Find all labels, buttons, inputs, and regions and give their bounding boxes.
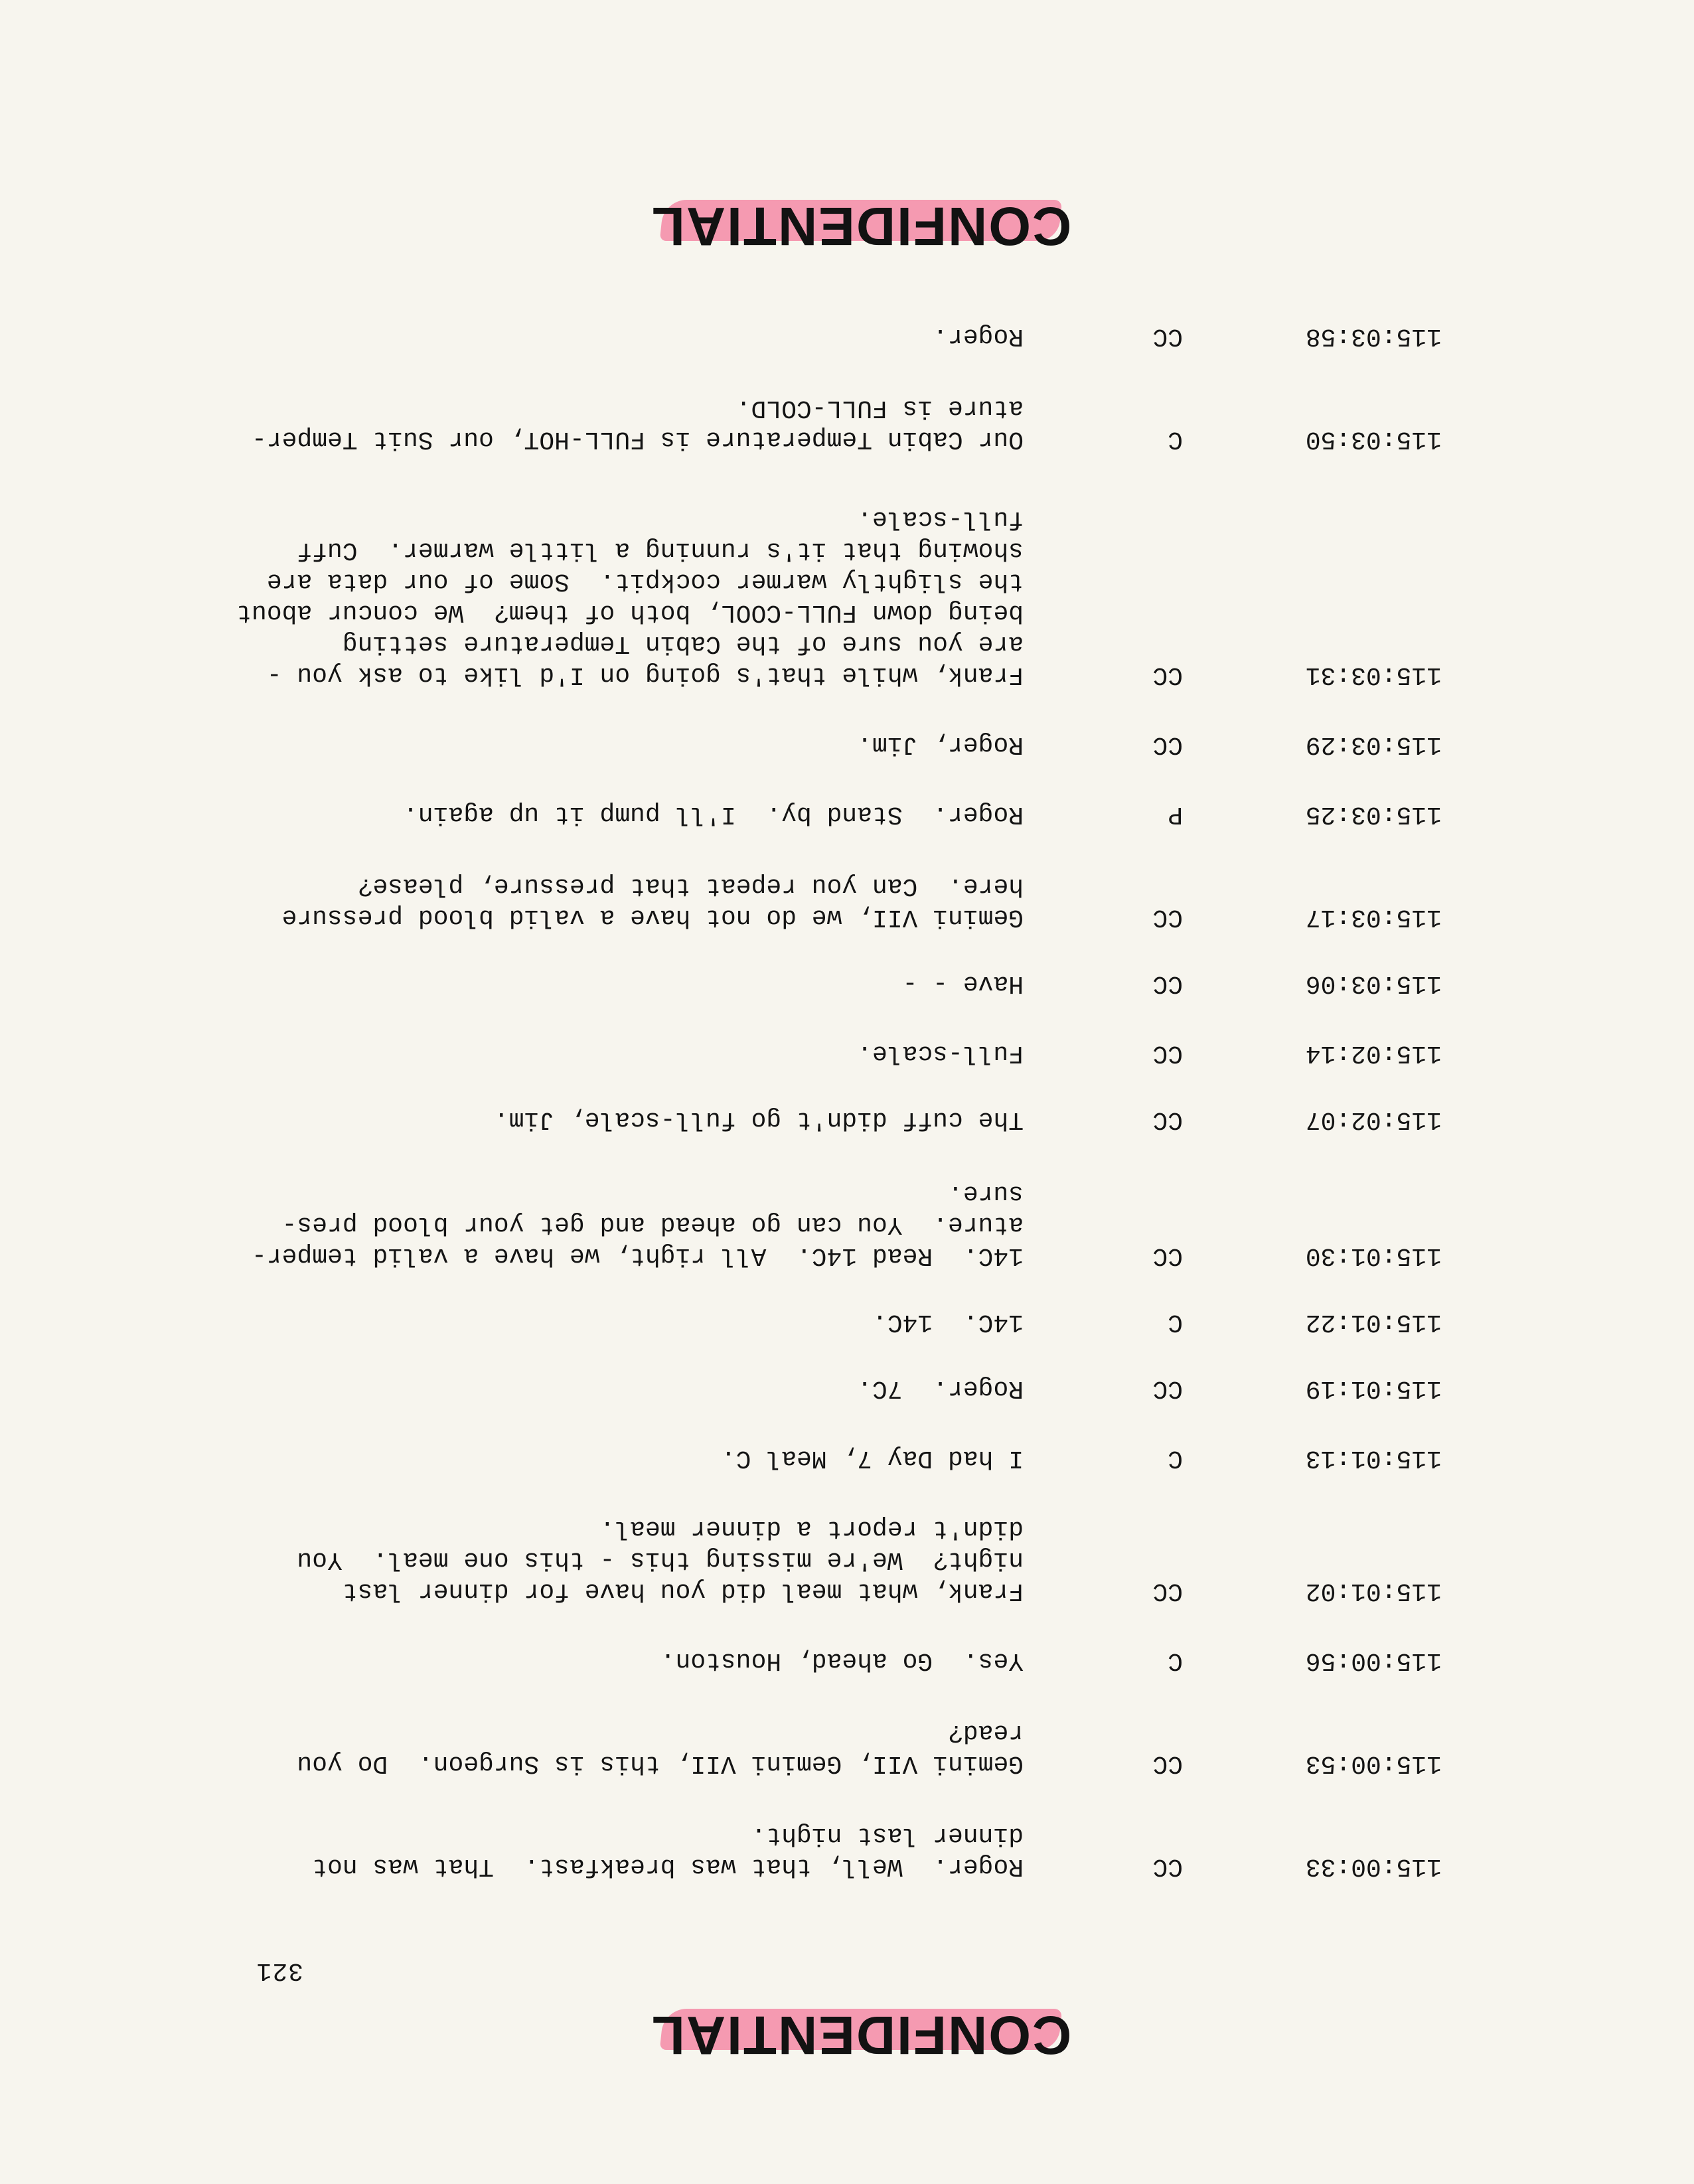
entry-text: Our Cabin Temperature is FULL-HOT, our Suit Temper- ature is FULL-COLD. [252, 394, 1024, 453]
timestamp: 115:02:07 [1305, 1105, 1442, 1134]
confidential-stamp-top [649, 1998, 1073, 2071]
timestamp: 115:03:17 [1305, 903, 1442, 931]
timestamp: 115:03:29 [1305, 730, 1442, 759]
speaker: CC [1152, 661, 1183, 689]
timestamp: 115:02:14 [1305, 1039, 1442, 1067]
entry-text: Frank, while that's going on I'd like to ask you - are you sure of the Cabin Temperature setting being down FULL-COOL, both of them? We concur about the slightly warmer cockpit. Some of our data are showing that it's running a little warmer. Cuff full-scale. [236, 505, 1024, 689]
speaker: C [1168, 425, 1183, 453]
confidential-label: CONFIDENTIAL [650, 2005, 1072, 2065]
speaker: CC [1152, 322, 1183, 351]
timestamp: 115:01:19 [1305, 1374, 1442, 1403]
page-number: 321 [256, 1956, 303, 1985]
timestamp: 115:01:02 [1305, 1577, 1442, 1605]
speaker: CC [1152, 1105, 1183, 1134]
timestamp: 115:03:31 [1305, 661, 1442, 689]
speaker: CC [1152, 1039, 1183, 1067]
entry-text: Yes. Go ahead, Houston. [660, 1646, 1024, 1675]
speaker: CC [1152, 903, 1183, 931]
speaker: CC [1152, 1577, 1183, 1605]
entry-text: The cuff didn't go full-scale, Jim. [493, 1105, 1024, 1134]
speaker: P [1168, 800, 1183, 828]
timestamp: 115:01:22 [1305, 1308, 1442, 1336]
timestamp: 115:03:58 [1305, 322, 1442, 351]
entry-text: Gemini VII, Gemini VII, this is Surgeon. Do you read? [297, 1718, 1024, 1778]
entry-text: Gemini VII, we do not have a valid blood pressure here. Can you repeat that pressure, please? [281, 872, 1024, 931]
entry-text: Roger. Stand by. I'll pump it up again. [403, 800, 1024, 828]
entry-text: Roger. 7C. [857, 1374, 1024, 1403]
timestamp: 115:03:06 [1305, 969, 1442, 998]
confidential-label: CONFIDENTIAL [650, 196, 1072, 256]
speaker: CC [1152, 730, 1183, 759]
speaker: CC [1152, 1241, 1183, 1270]
entry-text: Have - - [902, 969, 1024, 998]
entry-text: Roger. [933, 322, 1024, 351]
speaker: CC [1152, 1374, 1183, 1403]
entry-text: Full-scale. [857, 1039, 1024, 1067]
speaker: C [1168, 1308, 1183, 1336]
speaker: C [1168, 1444, 1183, 1472]
timestamp: 115:00:53 [1305, 1749, 1442, 1778]
confidential-stamp-bottom [649, 189, 1073, 262]
speaker: CC [1152, 1749, 1183, 1778]
entry-text: Frank, what meal did you have for dinner last night? We're missing this - this one meal. You didn't report a dinner meal. [297, 1514, 1024, 1605]
timestamp: 115:01:13 [1305, 1444, 1442, 1472]
timestamp: 115:03:50 [1305, 425, 1442, 453]
timestamp: 115:00:33 [1305, 1852, 1442, 1881]
speaker: CC [1152, 1852, 1183, 1881]
timestamp: 115:01:30 [1305, 1241, 1442, 1270]
speaker: CC [1152, 969, 1183, 998]
timestamp: 115:00:56 [1305, 1646, 1442, 1675]
speaker: C [1168, 1646, 1183, 1675]
entry-text: I had Day 7, Meal C. [720, 1444, 1024, 1472]
entry-text: 14C. 14C. [872, 1308, 1024, 1336]
entry-text: Roger, Jim. [857, 730, 1024, 759]
entry-text: Roger. Well, that was breakfast. That was not dinner last night. [312, 1821, 1024, 1881]
entry-text: 14C. Read 14C. All right, we have a valid temper- ature. You can go ahead and get your blood pres- sure. [252, 1179, 1024, 1270]
timestamp: 115:03:25 [1305, 800, 1442, 828]
